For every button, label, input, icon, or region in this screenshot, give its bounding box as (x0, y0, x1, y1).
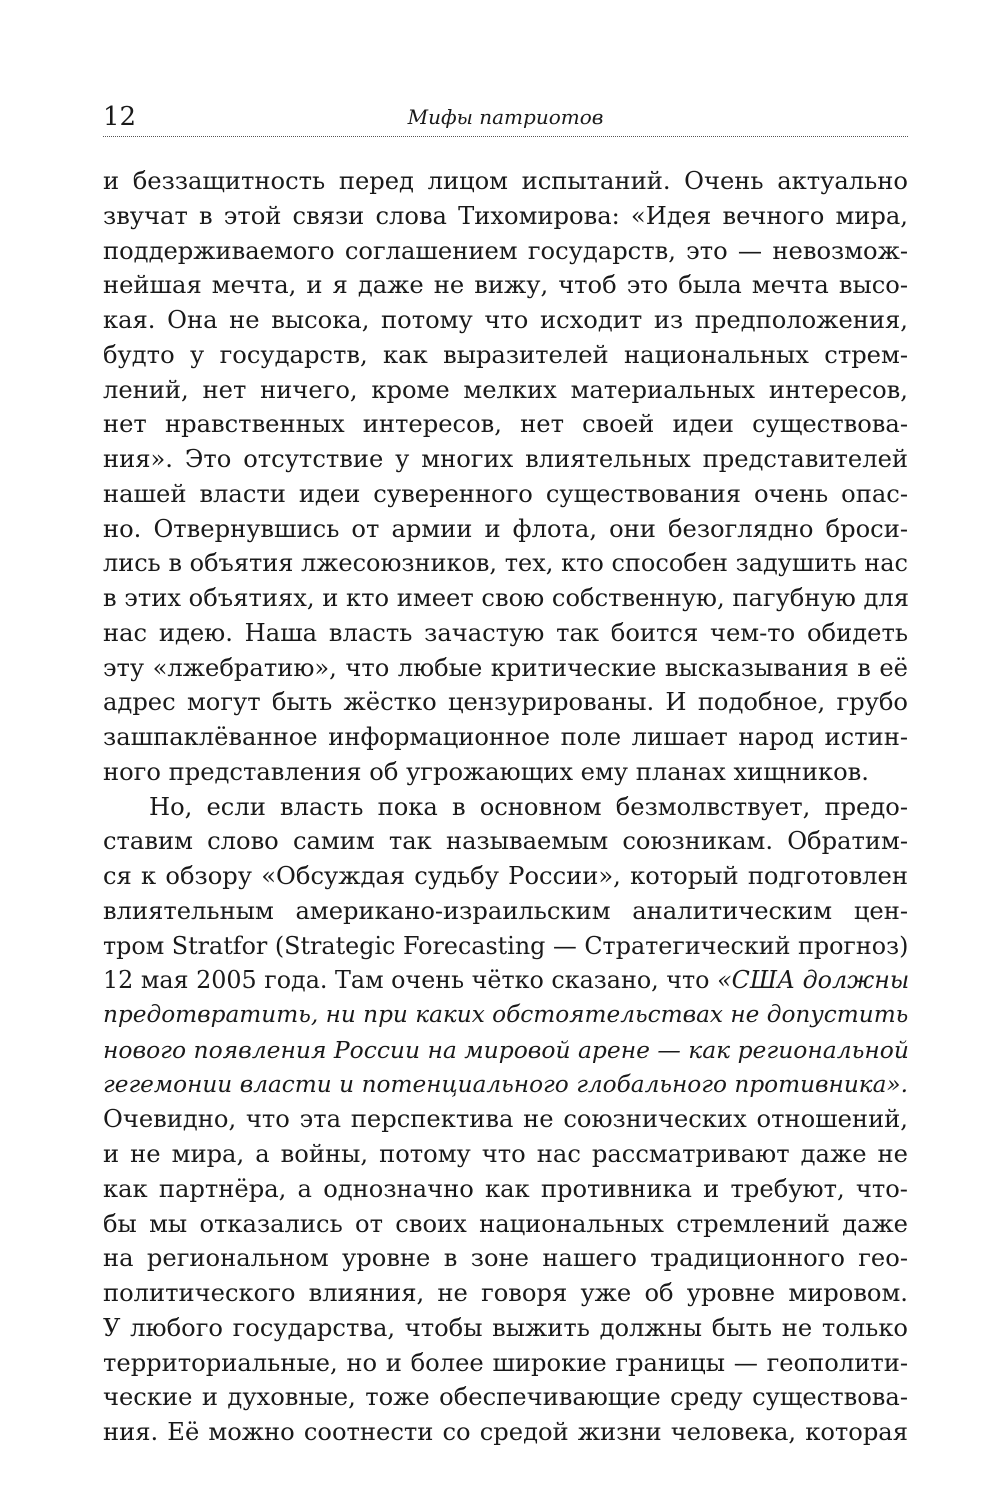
text-line: звучат в этой связи слова Тихомирова: «Идея вечного мира, (103, 201, 908, 230)
text-line: лений, нет ничего, кроме мелких материальных интересов, (103, 375, 908, 404)
page-number: 12 (103, 102, 137, 132)
text-line: Но, если власть пока в основном безмолвствует, предо- (149, 792, 908, 821)
text-line: территориальные, но и более широкие границы — геополити- (103, 1348, 908, 1377)
text-line: нас идею. Наша власть зачастую так боится чем-то обидеть (103, 618, 908, 647)
text-line: нейшая мечта, и я даже не вижу, чтоб это была мечта высо- (103, 271, 908, 300)
text-line: влиятельным американо-израильским аналитическим цен- (103, 896, 908, 925)
text-line: кая. Она не высока, потому что исходит из предположения, (103, 306, 908, 334)
text-line: поддерживаемого соглашением государств, это — невозмож- (103, 236, 908, 265)
text-line: в этих объятиях, и кто имеет свою собственную, пагубную для (103, 584, 909, 612)
text-line: эту «лжебратию», что любые критические высказывания в её (103, 653, 908, 682)
text-line: и не мира, а войны, потому что нас рассматривают даже не (103, 1140, 908, 1168)
text-line: тром Stratfor (Strategic Forecasting — Стратегический прогноз) (103, 931, 909, 960)
text-line: нет нравственных интересов, нет своей идеи существова- (103, 410, 908, 439)
running-header (103, 100, 908, 137)
text-line: лись в объятия лжесоюзников, тех, кто способен задушить нас (103, 549, 908, 578)
text-line: ставим слово самим так называемым союзникам. Обратим- (103, 827, 908, 856)
text-line: нашей власти идеи суверенного существования очень опас- (103, 479, 908, 508)
text-line: Очевидно, что эта перспектива не союзнических отношений, (103, 1105, 908, 1134)
text-line: и беззащитность перед лицом испытаний. Очень актуально (103, 167, 908, 195)
text-line: как партнёра, а однозначно как противника и требуют, что- (103, 1174, 908, 1203)
text-line: зашпаклёванное информационное поле лишает народ истин- (103, 723, 908, 751)
text-line: политического влияния, не говоря уже об уровне мировом. (103, 1279, 908, 1307)
body-text (103, 164, 908, 1450)
text-line: ного представления об угрожающих ему планах хищников. (103, 757, 869, 786)
text-line: но. Отвернувшись от армии и флота, они безоглядно броси- (103, 514, 908, 543)
book-page (103, 100, 908, 1450)
text-line-segment: 12 мая 2005 года. Там очень чётко сказано, что (103, 966, 718, 995)
text-line: на региональном уровне в зоне нашего традиционного гео- (103, 1244, 908, 1273)
text-line: адрес могут быть жёстко цензурированы. И подобное, грубо (103, 688, 908, 717)
quote-line: предотвратить, ни при каких обстоятельствах не допустить (103, 1001, 909, 1028)
text-line: ния. Её можно соотнести со средой жизни человека, которая (103, 1418, 908, 1446)
text-line: ния». Это отсутствие у многих влиятельных представителей (103, 445, 908, 473)
text-line: ческие и духовные, тоже обеспечивающие среду существова- (103, 1383, 908, 1412)
quote-line: нового появления России на мировой арене — как региональной (103, 1035, 909, 1064)
quote-italic: «США должны (717, 966, 910, 995)
quote-line: гегемонии власти и потенциального глобального противника». (103, 1070, 908, 1098)
text-line: ся к обзору «Обсуждая судьбу России», который подготовлен (103, 862, 908, 890)
text-line-mixed (103, 963, 908, 998)
text-line: У любого государства, чтобы выжить должны быть не только (103, 1313, 908, 1342)
text-line: будто у государств, как выразителей национальных стрем- (103, 340, 908, 369)
running-title: Мифы патриотов (407, 105, 604, 129)
text-line: бы мы отказались от своих национальных стремлений даже (103, 1209, 908, 1238)
